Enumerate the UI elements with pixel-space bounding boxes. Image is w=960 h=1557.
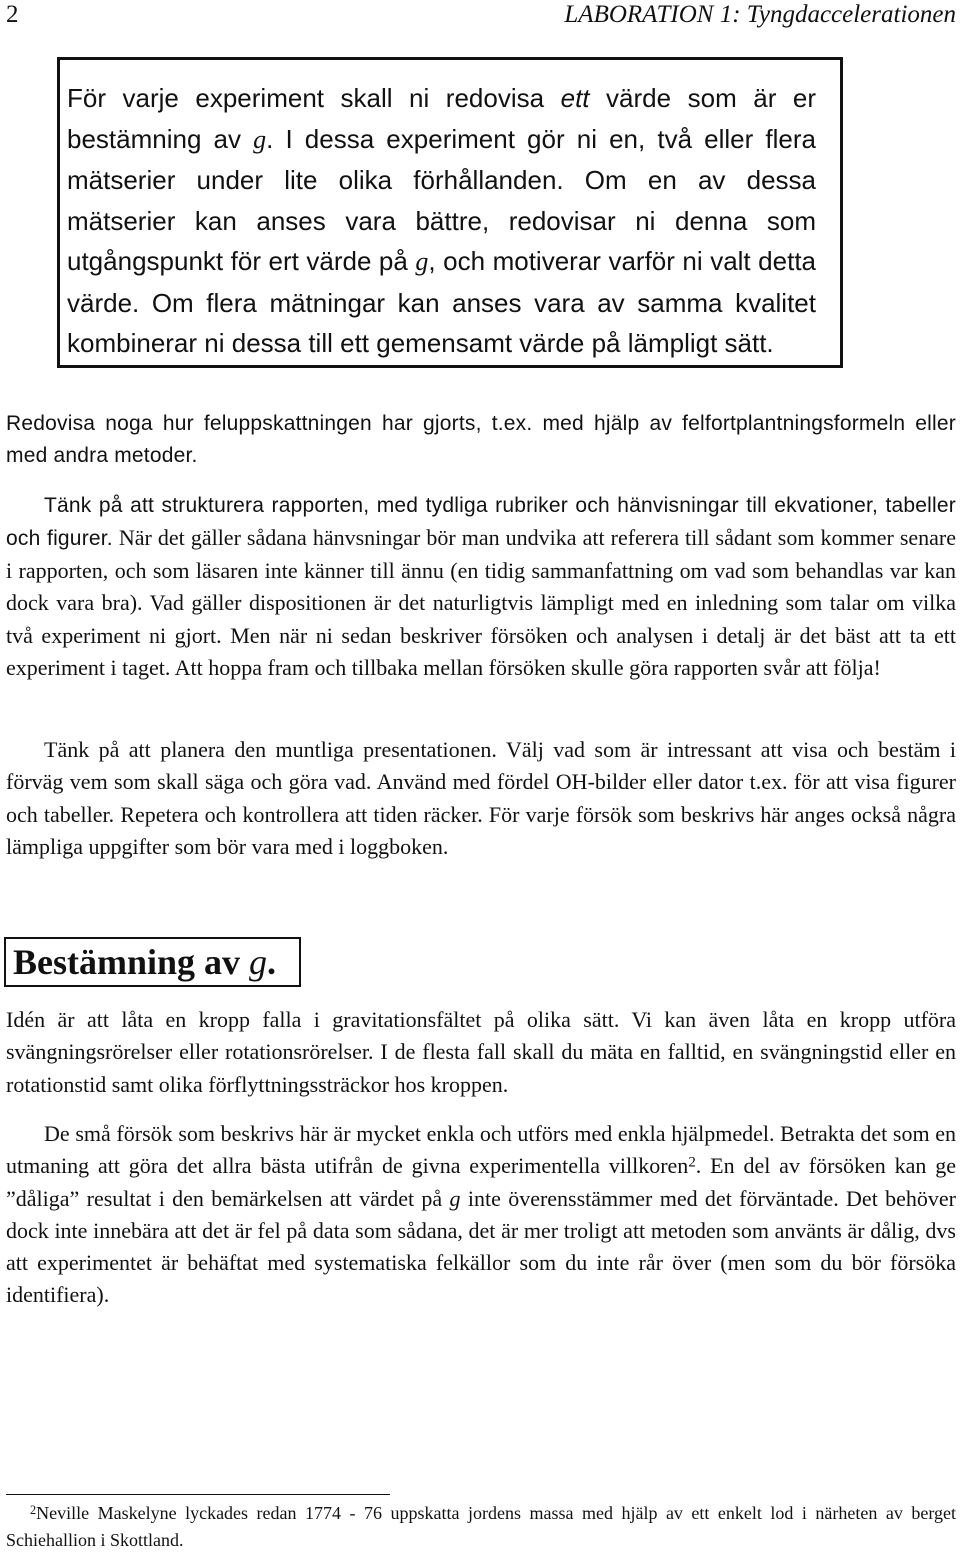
boxed-note-emphasis-ett: ett (560, 83, 590, 113)
report-structure-paragraph (6, 489, 956, 684)
footnote-reference: 2 (688, 1155, 696, 1172)
boxed-instruction-note (57, 57, 843, 368)
section-heading-text: Bestämning av (13, 942, 250, 982)
boxed-note-text-start: För varje experiment skall ni redovisa (67, 83, 561, 113)
boxed-note-text-middle: värde som är er bestämning av (67, 83, 816, 154)
section-heading-box (4, 937, 301, 987)
error-estimation-paragraph (6, 408, 956, 472)
section-heading-period: . (267, 942, 277, 982)
report-structure-sans-lead: Tänk på att strukturera rapporten, med tydliga rubriker och hänvisningar till ekvationer, tabeller och figurer. (6, 494, 956, 550)
oral-presentation-text: Tänk på att planera den muntliga presentationen. Välj vad som är intressant att visa och bestäm i förväg vem som skall säga och göra vad. Använd med fördel OH-bilder eller dator t.ex. för att visa figurer och tabeller. Repetera och kontrollera att tiden räcker. För varje försök som beskrivs här anges också några lämpliga uppgifter som bör vara med i loggboken. (6, 737, 956, 859)
experiment-challenge-text-middle: . En del av försöken kan ge ”dåliga” resultat i den bemärkelsen att värdet på (6, 1153, 957, 1211)
section-heading-math-g: g (249, 942, 268, 982)
page-number: 2 (6, 1, 19, 28)
page-header (6, 0, 956, 30)
report-structure-text (6, 489, 956, 684)
boxed-note-text-end: , och motiverar varför ni valt detta värde. Om flera mätningar kan anses vara av samma kvalitet kombinerar ni dessa till ett gemensamt värde på lämpligt sätt. (67, 246, 817, 358)
math-symbol-g: g (253, 124, 267, 154)
section-heading (13, 939, 299, 985)
footnote-mark: 2 (30, 1502, 37, 1517)
boxed-note-text-continued: . I dessa experiment gör ni en, två eller flera mätserier under lite olika förhållanden. Om en av dessa mätserier kan anses vara bättre, redovisar ni denna som utgångspunkt för ert värde på (67, 123, 816, 276)
experiment-challenge-text-start: De små försök som beskrivs här är mycket enkla och utförs med enkla hjälpmedel. Betrakta det som en utmaning att göra det allra bästa utifrån de givna experimentella villkoren (6, 1121, 956, 1179)
math-symbol-g: g (449, 1185, 461, 1211)
error-estimation-text: Redovisa noga hur feluppskattningen har gjorts, t.ex. med hjälp av felfortplantningsformeln eller med andra metoder. (6, 412, 956, 467)
section-intro-text: Idén är att låta en kropp falla i gravitationsfältet på olika sätt. Vi kan även låta en kropp utföra svängningsrörelser eller rotationsrörelser. I de flesta fall skall du mäta en falltid, en svängningstid eller en rotationstid samt olika förflyttningssträckor hos kroppen. (6, 1007, 956, 1097)
report-structure-serif-rest: När det gäller sådana hänvsningar bör man undvika att referera till sådant som kommer senare i rapporten, och som läsaren inte känner till ännu (en tidig sammanfattning om vad som behandlas var kan dock vara bra). Vad gäller dispositionen är det naturligtvis lämpligt med en inledning som talar om vilka två experiment ni gjort. Men när ni sedan beskriver försöken och analysen i detalj är det bäst att ta ett experiment i taget. Att hoppa fram och tillbaka mellan försöken skulle göra rapporten svår att följa! (6, 525, 957, 680)
experiment-challenge-text-end: inte överensstämmer med det förväntade. Det behöver dock inte innebära att det är fel på data som sådana, det är mer troligt att metoden som använts är dålig, dvs att experimentet är behäftat med systematiska felkällor som du inte rår över (men som du bör försöka identifiera). (6, 1185, 957, 1308)
footnote-text (6, 1500, 956, 1554)
oral-presentation-paragraph (6, 734, 956, 863)
running-title: LABORATION 1: Tyngdaccelerationen (564, 1, 956, 28)
boxed-note-paragraph (67, 78, 816, 364)
math-symbol-g: g (415, 247, 429, 276)
footnote-body: Neville Maskelyne lyckades redan 1774 - 76 uppskatta jordens massa med hjälp av ett enkelt lod i närheten av berget Schiehallion i Skottland. (6, 1503, 956, 1550)
footnote (6, 1500, 956, 1554)
footnote-divider (6, 1494, 390, 1495)
experiment-challenge-paragraph (6, 1118, 956, 1312)
section-intro-paragraph (6, 1004, 956, 1101)
experiment-challenge-text (6, 1118, 956, 1312)
